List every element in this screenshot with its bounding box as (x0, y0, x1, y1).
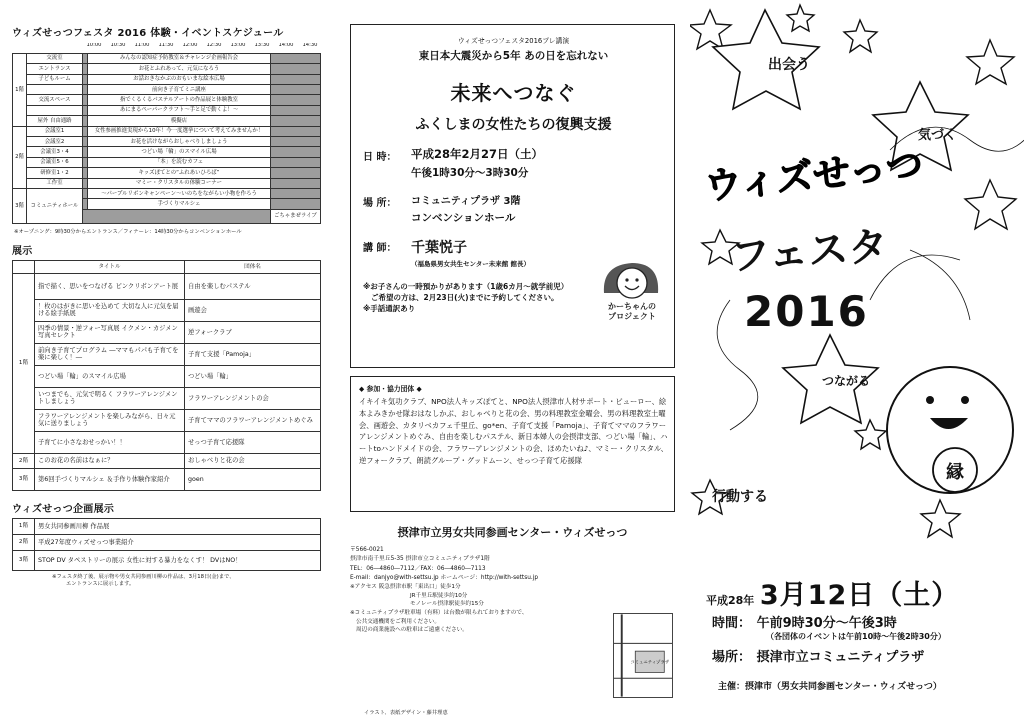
event-place (712, 646, 924, 665)
time-label: 14:30 (302, 43, 318, 48)
lecture-date-label: 日 時： (363, 152, 397, 163)
time-label: 13:00 (230, 43, 246, 48)
schedule-room: 子どもルーム (27, 74, 83, 84)
access-line5: 公共交通機関をご利用ください。 (356, 618, 440, 625)
lecture-subtitle: 東日本大震災から5年 あの日を忘れない (418, 50, 609, 62)
schedule-room: 研修室1・2 (27, 168, 83, 178)
project-table (12, 518, 321, 571)
lecture-box (350, 24, 675, 368)
schedule-room: 会議室1 (27, 126, 83, 136)
exhibition-group-cell: 子育てママのフラワーアレンジメントめぐみ (185, 409, 321, 431)
lecture-time: 午後1時30分〜3時30分 (411, 167, 529, 179)
schedule-room: 交流室 (27, 53, 83, 63)
time-label: 12:00 (182, 43, 198, 48)
exhibition-title-cell: いつまでも、元気で明るく フラワーアレンジメントしましょう (35, 387, 185, 409)
schedule-row (13, 74, 321, 84)
schedule-event: 模擬店 (88, 116, 270, 126)
exhibition-group-cell: 自由を楽しむパステル (185, 273, 321, 299)
exhibition-floor: 2階 (13, 453, 35, 468)
access-line3: モノレール摂津駅徒歩約15分 (410, 601, 484, 608)
schedule-event: 手づくりマルシェ (88, 199, 270, 209)
time-label: 12:30 (206, 43, 222, 48)
schedule-room: 会議室5・6 (27, 157, 83, 167)
kachan-project-logo (596, 253, 668, 323)
en-kanji: 縁 (946, 462, 964, 483)
access-map (613, 613, 673, 698)
exhibition-title-cell: 第6回手づくりマルシェ ＆手作り体験作家紹介 (35, 468, 185, 490)
schedule-row (13, 53, 321, 63)
bubble-tsunagaru: つながる (822, 374, 871, 388)
schedule-row (13, 64, 321, 74)
event-time-value: 午前9時30分〜午後3時 (756, 616, 897, 631)
schedule-event: 「本」を読むカフェ (88, 157, 270, 167)
project-title: ウィズせっつ企画展示 (12, 503, 115, 515)
project-floor: 3階 (13, 550, 35, 570)
schedule-gap (270, 157, 320, 167)
schedule-row (13, 188, 321, 198)
project-floor: 2階 (13, 534, 35, 550)
exhibition-header-row (13, 260, 321, 273)
cover-year: 2016 (744, 287, 869, 336)
schedule-title: ウィズせっつフェスタ 2016 体験・イベントスケジュール (12, 28, 284, 39)
schedule-room: 会議室2 (27, 137, 83, 147)
event-time-note: （各団体のイベントは午前10時〜午後2時30分） (766, 632, 946, 641)
exhibition-row (13, 453, 321, 468)
lecture-date: 平成28年2月27日（土） (411, 147, 544, 161)
lecture-pre: ウィズせっつフェスタ2016プレ講演 (457, 37, 570, 45)
exhibition-group-cell: 画遊会 (185, 299, 321, 321)
project-note (52, 574, 321, 588)
cover-title-line2: フェスタ (728, 223, 890, 281)
schedule-gap (270, 95, 320, 105)
schedule-gap (270, 53, 320, 63)
schedule-row (13, 126, 321, 136)
schedule-event: マミー・クリスタルの体験コーナー (88, 178, 270, 188)
schedule-floor: 2階 (13, 126, 27, 188)
center-email: E-mail：danjyo@with-settsu.jp ホームページ：http://with-settsu.jp (350, 574, 539, 581)
exhibition-group-cell: 子育て支援「Pamoja」 (185, 343, 321, 365)
exhibition-table (12, 260, 321, 491)
project-row (13, 550, 321, 570)
schedule-gap (270, 85, 320, 95)
exhibition-group-cell: フラワーアレンジメントの会 (185, 387, 321, 409)
schedule-event: ごちゃまぜライブ (270, 209, 320, 223)
schedule-row (13, 137, 321, 147)
exhibition-row (13, 343, 321, 365)
access-line1: ※アクセス 阪急摂津市駅「東出口」徒歩1分 (350, 584, 461, 591)
schedule-table (12, 43, 321, 224)
exhibition-floor: 1階 (13, 273, 35, 453)
schedule-event: キッズぽてとの“ふれあいひろば” (88, 168, 270, 178)
exhibition-title-cell: 四季の情景・逆フォー写真展 イクメン・カジメン写真セレクト (35, 321, 185, 343)
associations-box (350, 376, 675, 512)
project-cell: 男女共同参画川柳 作品展 (35, 518, 321, 534)
project-row (13, 534, 321, 550)
schedule-floor: 3階 (13, 188, 27, 223)
exhibition-title-cell: ！枚のはがきに思いを込めて 大切な人に元気を届ける絵手紙展 (35, 299, 185, 321)
schedule-room: 交流スペース (27, 95, 83, 105)
lecture-title2: ふくしまの女性たちの復興支援 (415, 117, 612, 133)
center-address: 摂津市南千里丘5-35 摂津市立コミュニティプラザ1階 (350, 556, 490, 563)
center-name: 摂津市立男女共同参画センター・ウィズせっつ (397, 526, 628, 539)
event-host: 主催：摂津市（男女共同参画センター・ウィズせっつ） (718, 682, 942, 692)
exhibition-col-title: タイトル (35, 260, 185, 273)
schedule-gap (270, 64, 320, 74)
exhibition-group-cell: つどい場「輪」 (185, 365, 321, 387)
lecture-place: コミュニティプラザ 3階 (411, 196, 521, 207)
left-panel (0, 0, 333, 722)
event-time (712, 612, 897, 631)
project-cell: STOP DV タペストリーの展示 女性に対する暴力をなくす！ DVはNO！ (35, 550, 321, 570)
exhibition-col-group: 団体名 (185, 260, 321, 273)
exhibition-row (13, 299, 321, 321)
lecture-place-label: 場 所： (363, 198, 397, 209)
center-postal: 〒566-0021 (350, 547, 384, 553)
exhibition-title-cell: 前向き子育てプログラム ―ママもパパも子育てを楽に楽しく！― (35, 343, 185, 365)
project-note-line1: ※フェスタ終了後、展示物や男女共同参画川柳の作品は、3月18日(金)まで、 (52, 573, 235, 580)
time-label: 10:30 (110, 43, 126, 48)
time-label: 10:00 (86, 43, 102, 48)
exhibition-row (13, 273, 321, 299)
schedule-row (13, 147, 321, 157)
access-line4: ※コミュニティプラザ駐車場（有料）は台数が限られておりますので、 (350, 610, 528, 617)
lecture-note-2: ご希望の方は、2月23日(火)までに予約してください。 (371, 292, 559, 302)
schedule-room (27, 85, 83, 95)
exhibition-row (13, 365, 321, 387)
schedule-gap (270, 116, 320, 126)
schedule-gap (270, 137, 320, 147)
event-time-label: 時間： (712, 616, 752, 631)
schedule-room (27, 105, 83, 115)
schedule-floor: 1階 (13, 53, 27, 126)
schedule-room: コミュニティホール (27, 188, 83, 223)
exhibition-title-cell: つどい場「輪」のスマイル広場 (35, 365, 185, 387)
schedule-event: みんなの認知症予防教室＆チャレンジ企画報告会 (88, 53, 270, 63)
schedule-room: 工作室 (27, 178, 83, 188)
exhibition-group-cell: 逆フォークラブ (185, 321, 321, 343)
project-floor: 1階 (13, 518, 35, 534)
schedule-row (13, 168, 321, 178)
exhibition-floor: 3階 (13, 468, 35, 490)
schedule-event: あにまるペーパークラフト〜手と足で動くよ！〜 (88, 105, 270, 115)
svg-text:かーちゃんの: かーちゃんの (608, 302, 656, 311)
schedule-row (13, 85, 321, 95)
schedule-gap (270, 188, 320, 198)
schedule-event: つどい場「輪」のスマイル広場 (88, 147, 270, 157)
time-label: 11:00 (134, 43, 150, 48)
time-label: 14:00 (278, 43, 294, 48)
exhibition-title-cell: フラワーアレンジメントを楽しみながら、日々元気に送りましょう (35, 409, 185, 431)
credit: イラスト、表紙デザイン・藤井理恵 (364, 710, 448, 716)
schedule-row (13, 105, 321, 115)
event-era: 平成28年 (706, 594, 755, 607)
middle-panel (340, 0, 685, 722)
exhibition-row (13, 431, 321, 453)
associations-body: イキイキ気功クラブ、NPO法人キッズぽてと、NPO法人摂津市人材サポート・ビューロー、絵本よみきかせ隊おはなしかぶ、おしゃべりと花の会、男の料理教室金曜会、男の料理教室土曜会、画遊会、カタリベカフェ千里丘、go*en、子育て支援「Pamoja」、子育てママのフラワーアレンジメントめぐみ、自由を楽しむパステル、新日本婦人の会摂津支部、つどい場「輪」、ハートtoハンドメイドの会、フラワーアレンジメントの会、ほめたいね♪、マミー・クリスタル、逆フォークラブ、朗読グループ・グッドムーン、せっつ子育て応援隊 (359, 397, 668, 466)
schedule-room: 会議室3・4 (27, 147, 83, 157)
center-tel: TEL：06―4860―7112／FAX：06―4860―7113 (350, 565, 486, 572)
lecture-note-1: ※お子さんの一時預かりがあります（1歳6カ月〜就学前児） (363, 282, 569, 291)
project-cell: 平成27年度ウィズせっつ事業紹介 (35, 534, 321, 550)
center-address-block (350, 546, 675, 583)
schedule-room: エントランス (27, 64, 83, 74)
event-date (706, 573, 959, 612)
exhibition-row (13, 468, 321, 490)
lecture-note-3: ※手話通訳あり (363, 303, 416, 313)
schedule-row (13, 116, 321, 126)
exhibition-title: 展示 (12, 245, 33, 257)
schedule-gap (270, 126, 320, 136)
schedule-event: 指でくるくるパステルアートの作品展と体験教室 (88, 95, 270, 105)
map-label: コミュニティプラザ (630, 660, 670, 666)
time-label: 13:30 (254, 43, 270, 48)
schedule-row (13, 178, 321, 188)
exhibition-title-cell: 指で描く、思いをつなげる ピンクリボンアート展 (35, 273, 185, 299)
svg-text:プロジェクト: プロジェクト (608, 312, 656, 321)
exhibition-row (13, 409, 321, 431)
schedule-gap (270, 168, 320, 178)
schedule-event: 〜パープルリボンキャンペーン〜いのちをながらい小物を作ろう (88, 188, 270, 198)
schedule-gap (270, 105, 320, 115)
schedule-gap (270, 147, 320, 157)
event-place-label: 場所： (712, 650, 752, 665)
bubble-kizuku: 気づく (918, 128, 958, 143)
event-date-main: 3月12日（土） (759, 580, 960, 611)
cover-title-line1: ウィズせっつ (702, 142, 926, 209)
exhibition-group-cell: おしゃべりと花の会 (185, 453, 321, 468)
lecture-place2: コンベンションホール (411, 212, 516, 224)
time-label: 11:30 (158, 43, 174, 48)
exhibition-title-cell: 子育てに小さなおせっかい！！ (35, 431, 185, 453)
bubble-koudou: 行動する (712, 489, 768, 505)
exhibition-group-cell: せっつ子育て応援隊 (185, 431, 321, 453)
schedule-event: お話おきなかぶのおもいまな絵本広場 (88, 74, 270, 84)
exhibition-title-cell: このお花の名前はなぁに？ (35, 453, 185, 468)
exhibition-row (13, 387, 321, 409)
lecture-date-row (363, 146, 664, 180)
lecturer-affiliation: （福島県男女共生センター未来館 館長） (411, 260, 531, 268)
schedule-event: お花を活けながらおしゃべりしましょう (88, 137, 270, 147)
exhibition-row (13, 321, 321, 343)
schedule-event: 女性参画推進実現から10年！今一度選挙について考えてみませんか！ (88, 126, 270, 136)
schedule-gap (270, 199, 320, 209)
schedule-gap (270, 74, 320, 84)
schedule-event: 前向き子育てミニ講座 (88, 85, 270, 95)
lecturer-label: 講 師： (363, 243, 397, 254)
schedule-room: 屋外 自由通路 (27, 116, 83, 126)
associations-title: ◆ 参加・協力団体 ◆ (359, 385, 422, 393)
project-row (13, 518, 321, 534)
schedule-gap (83, 209, 271, 223)
schedule-gap (270, 178, 320, 188)
project-note-line2: エントランスに展示します。 (66, 580, 135, 587)
event-place-value: 摂津市立コミュニティプラザ (756, 650, 925, 665)
schedule-time-row (13, 43, 321, 53)
schedule-row (13, 95, 321, 105)
access-line2: JR千里丘駅徒歩約10分 (410, 592, 468, 599)
bubble-deau: 出会う (768, 57, 810, 73)
access-line6: 周辺の商業施設への駐車はご遠慮ください。 (356, 627, 468, 634)
exhibition-group-cell: goen (185, 468, 321, 490)
lecture-place-row (363, 192, 664, 225)
schedule-event: お花とふれあって、元気になろう (88, 64, 270, 74)
lecturer-name: 千葉悦子 (411, 240, 467, 256)
lecture-title: 未来へつなぐ (450, 81, 577, 105)
schedule-note: ※オープニング：9時30分からエントランス／フィナーレ：14時30分からコンベンションホール (14, 228, 242, 235)
schedule-row (13, 157, 321, 167)
